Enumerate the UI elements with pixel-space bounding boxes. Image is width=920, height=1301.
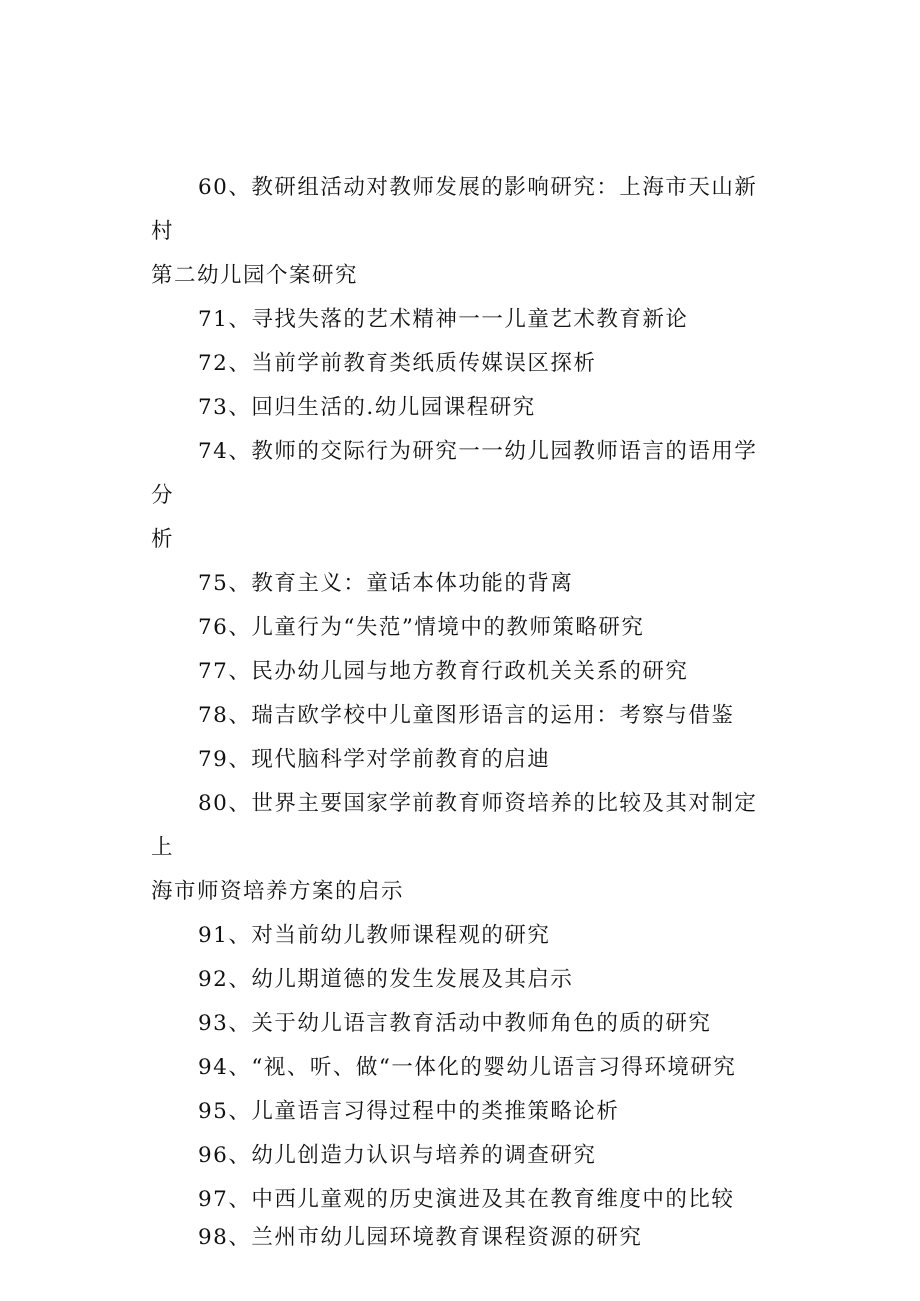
item-text: 当前学前教育类纸质传媒误区探析 xyxy=(251,351,597,376)
list-item xyxy=(151,650,779,694)
list-item xyxy=(151,1134,779,1178)
item-number: 93、 xyxy=(198,1011,252,1036)
list-item xyxy=(151,562,779,606)
item-text: 现代脑科学对学前教育的启迪 xyxy=(251,747,551,772)
item-text: 教育主义：童话本体功能的背离 xyxy=(251,571,574,596)
list-item xyxy=(151,1002,779,1046)
item-number: 60、 xyxy=(198,175,252,200)
list-item xyxy=(151,342,779,386)
item-text: 寻找失落的艺术精神一一儿童艺术教育新论 xyxy=(251,307,689,332)
list-item xyxy=(151,606,779,650)
item-text: 幼儿期道德的发生发展及其启示 xyxy=(251,967,574,992)
item-number: 78、 xyxy=(198,703,252,728)
item-number: 79、 xyxy=(198,747,252,772)
item-text-continuation: 第二幼儿园个案研究 xyxy=(151,263,359,288)
item-number: 98、 xyxy=(198,1225,252,1250)
item-text: 儿童语言习得过程中的类推策略论析 xyxy=(251,1099,620,1124)
item-number: 92、 xyxy=(198,967,252,992)
item-text: 回归生活的.幼儿园课程研究 xyxy=(251,395,536,420)
list-item xyxy=(151,1046,779,1090)
item-number: 76、 xyxy=(198,615,252,640)
item-text: “视、听、做“一体化的婴幼儿语言习得环境研究 xyxy=(251,1055,737,1080)
item-text: 中西儿童观的历史演进及其在教育维度中的比较 xyxy=(251,1187,735,1212)
item-number: 95、 xyxy=(198,1099,252,1124)
item-text: 关于幼儿语言教育活动中教师角色的质的研究 xyxy=(251,1011,712,1036)
list-item xyxy=(151,430,779,562)
list-item xyxy=(151,1090,779,1134)
list-item xyxy=(151,1216,779,1260)
item-number: 94、 xyxy=(198,1055,252,1080)
item-text: 教师的交际行为研究一一幼儿园教师语言的语用学分 xyxy=(151,439,758,508)
list-item xyxy=(151,166,779,298)
item-text-continuation: 海市师资培养方案的启示 xyxy=(151,879,405,904)
item-text: 世界主要国家学前教育师资培养的比较及其对制定上 xyxy=(151,791,758,860)
list-item xyxy=(151,386,779,430)
item-text: 民办幼儿园与地方教育行政机关关系的研究 xyxy=(251,659,689,684)
item-text: 兰州市幼儿园环境教育课程资源的研究 xyxy=(251,1225,643,1250)
list-item xyxy=(151,914,779,958)
list-item xyxy=(151,694,779,738)
item-text: 幼儿创造力认识与培养的调查研究 xyxy=(251,1143,597,1168)
item-number: 72、 xyxy=(198,351,252,376)
list-item xyxy=(151,298,779,342)
item-number: 77、 xyxy=(198,659,252,684)
item-text: 儿童行为“失范”情境中的教师策略研究 xyxy=(251,615,645,640)
item-number: 97、 xyxy=(198,1187,252,1212)
list-item xyxy=(151,782,779,914)
item-number: 74、 xyxy=(198,439,252,464)
thesis-title-list xyxy=(151,166,779,1260)
item-text: 对当前幼儿教师课程观的研究 xyxy=(251,923,551,948)
list-item xyxy=(151,738,779,782)
item-text-continuation: 析 xyxy=(151,527,175,552)
item-text: 瑞吉欧学校中儿童图形语言的运用：考察与借鉴 xyxy=(251,703,735,728)
item-number: 73、 xyxy=(198,395,252,420)
item-number: 91、 xyxy=(198,923,252,948)
item-number: 71、 xyxy=(198,307,252,332)
item-text: 教研组活动对教师发展的影响研究：上海市天山新村 xyxy=(151,175,758,244)
item-number: 80、 xyxy=(198,791,252,816)
item-number: 96、 xyxy=(198,1143,252,1168)
item-number: 75、 xyxy=(198,571,252,596)
list-item xyxy=(151,958,779,1002)
